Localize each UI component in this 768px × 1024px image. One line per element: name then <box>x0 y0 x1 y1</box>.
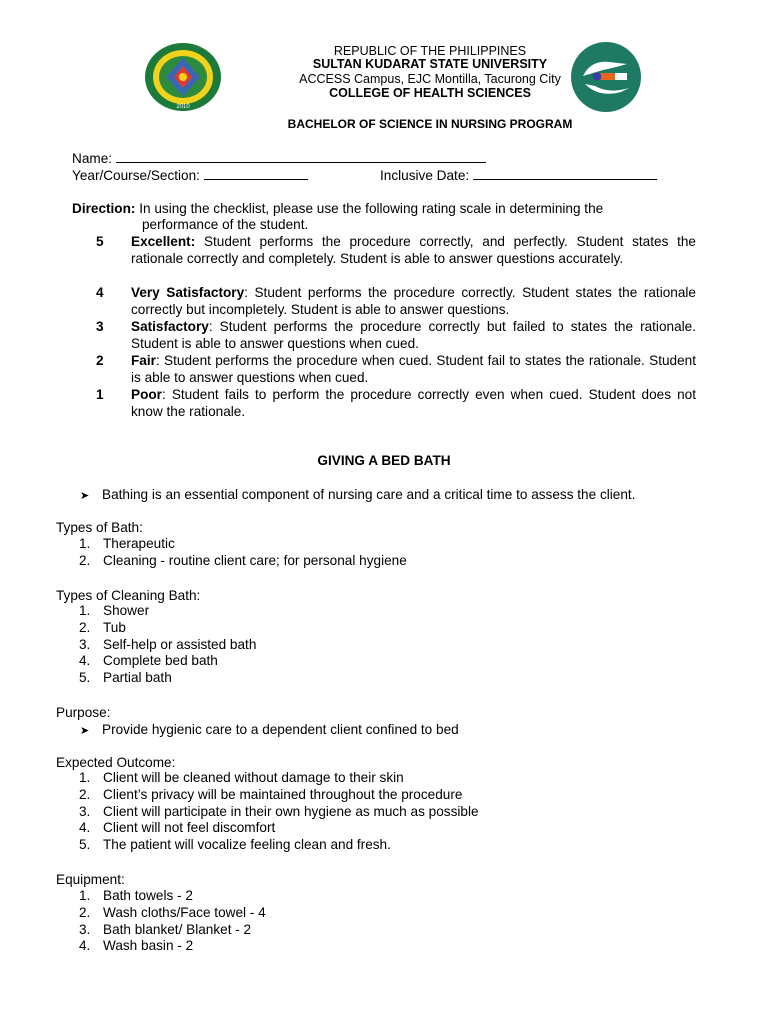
intro-bullet-text: Bathing is an essential component of nursing care and a critical time to assess the client. <box>102 487 636 502</box>
rating-scale-3 <box>96 318 696 352</box>
list-item: 1. Bath towels - 2 <box>79 888 193 903</box>
list-item: 5. Partial bath <box>79 670 172 686</box>
types-of-cleaning-list <box>57 603 256 687</box>
date-blank[interactable] <box>473 166 657 180</box>
intro-bullet <box>80 486 635 505</box>
date-field-row <box>380 166 657 184</box>
rating-description: : Student performs the procedure when cued. Student fail to states the rationale. Student is able to answer questions when cued. <box>131 353 696 385</box>
rating-number: 2 <box>96 353 104 368</box>
direction-label: Direction: <box>72 201 136 216</box>
list-item: 2. Cleaning - routine client care; for personal hygiene <box>79 552 407 568</box>
equipment-list <box>57 888 266 955</box>
list-item: 4. Client will not feel discomfort <box>79 820 276 836</box>
header-program: BACHELOR OF SCIENCE IN NURSING PROGRAM <box>287 117 573 131</box>
list-item: 2. Client’s privacy will be maintained throughout the procedure <box>79 786 463 802</box>
year-field-row <box>72 166 308 184</box>
header-republic: REPUBLIC OF THE PHILIPPINES <box>333 44 527 58</box>
list-item: 5. The patient will vocalize feeling clean and fresh. <box>79 837 391 853</box>
year-label: Year/Course/Section: <box>72 168 200 183</box>
list-item: 1. Shower <box>79 603 150 618</box>
equipment-heading: Equipment: <box>56 872 125 887</box>
arrow-bullet-icon: ➤ <box>80 490 90 502</box>
rating-term: Poor <box>131 387 162 402</box>
rating-number: 4 <box>96 285 104 300</box>
arrow-bullet-icon: ➤ <box>80 725 90 737</box>
name-blank[interactable] <box>116 149 486 163</box>
rating-scale-4 <box>96 284 696 318</box>
types-of-cleaning-heading: Types of Cleaning Bath: <box>56 588 201 603</box>
expected-outcome-list <box>57 770 479 854</box>
rating-number: 5 <box>96 234 104 249</box>
header-campus: ACCESS Campus, EJC Montilla, Tacurong City <box>299 72 561 86</box>
rating-scale-1 <box>96 386 696 420</box>
purpose-bullet <box>80 721 459 740</box>
rating-description: Student performs the procedure correctly, and perfectly. Student states the rationale correctly and completely. Student is able to answer questions accurately. <box>131 234 696 266</box>
rating-description: : Student performs the procedure correctly. Student states the rationale correctly but incompletely. Student is able to answer questions. <box>131 285 696 317</box>
list-item: 4. Complete bed bath <box>79 653 218 669</box>
rating-term: Fair <box>131 353 156 368</box>
rating-term: Excellent: <box>131 234 196 249</box>
direction-continued: performance of the student. <box>142 217 309 232</box>
types-of-bath-heading: Types of Bath: <box>56 520 143 535</box>
name-field-row <box>72 149 486 167</box>
rating-term: Very Satisfactory <box>131 285 245 300</box>
list-item: 4. Wash basin - 2 <box>79 938 194 954</box>
rating-number: 3 <box>96 319 104 334</box>
year-blank[interactable] <box>204 166 308 180</box>
list-item: 1. Client will be cleaned without damage to their skin <box>79 770 404 785</box>
rating-description: : Student fails to perform the procedure correctly even when cued. Student does not know the rationale. <box>131 387 696 419</box>
date-label: Inclusive Date: <box>380 168 470 183</box>
list-item: 1. Therapeutic <box>79 536 175 551</box>
list-item: 3. Self-help or assisted bath <box>79 636 257 652</box>
rating-term: Satisfactory <box>131 319 209 334</box>
svg-text:2010: 2010 <box>176 104 190 110</box>
direction-body: In using the checklist, please use the following rating scale in determining the <box>135 201 604 216</box>
header-college: COLLEGE OF HEALTH SCIENCES <box>329 86 531 100</box>
list-item: 2. Tub <box>79 619 126 635</box>
direction-text <box>72 200 603 217</box>
rating-number: 1 <box>96 387 104 402</box>
list-item: 3. Client will participate in their own hygiene as much as possible <box>79 803 479 819</box>
list-item: 3. Bath blanket/ Blanket - 2 <box>79 921 252 937</box>
name-label: Name: <box>72 151 113 166</box>
types-of-bath-list <box>57 536 407 570</box>
header-university: SULTAN KUDARAT STATE UNIVERSITY <box>312 57 548 71</box>
list-item: 2. Wash cloths/Face towel - 4 <box>79 904 266 920</box>
university-seal-logo <box>142 42 224 112</box>
purpose-heading: Purpose: <box>56 705 111 720</box>
rating-description: : Student performs the procedure correctly but failed to states the rationale. Student is able to answer questions when cued. <box>131 319 696 351</box>
expected-outcome-heading: Expected Outcome: <box>56 755 176 770</box>
rating-scale-2 <box>96 352 696 386</box>
page-title: GIVING A BED BATH <box>317 453 451 468</box>
purpose-bullet-text: Provide hygienic care to a dependent client confined to bed <box>102 722 459 737</box>
rating-scale-5 <box>96 233 696 267</box>
